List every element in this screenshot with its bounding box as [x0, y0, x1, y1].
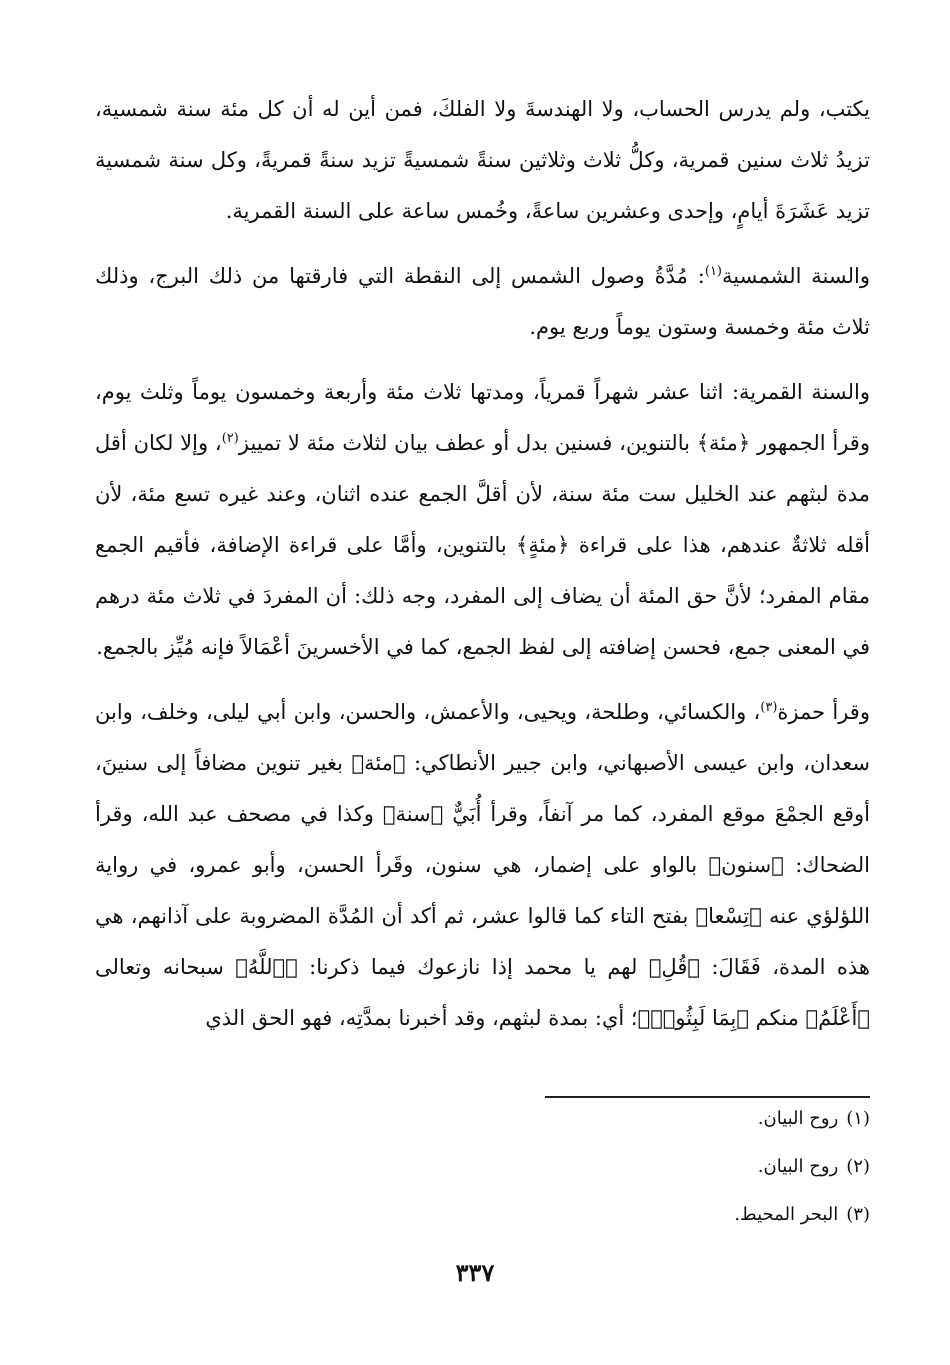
page-number: ٣٣٧: [455, 1258, 495, 1287]
paragraph-2: [95, 251, 870, 353]
paragraph-1: [95, 84, 870, 237]
footnote-ref-1: (١): [704, 264, 722, 279]
paragraph-3-text-b: ، وإلا لكان أقل مدة لبثهم عند الخليل ست مئة سنة، لأن أقلَّ الجمع عنده اثنان، وعند غيره تسع مئة، لأن أقله ثلاثةٌ عندهم، هذا على قراءة ﴿مئةٍ﴾ بالتنوين، وأمَّا على قراءة الإضافة، فأقيم الجمع مقام المفرد؛ لأنَّ حق المئة أن يضاف إلى المفرد، وجه ذلك: أن المفردَ في ثلاث مئة درهم في المعنى جمع، فحسن إضافته إلى لفظ الجمع، كما في الأخسرينَ أعْمَالاً فإنه مُيِّز بالجمع.: [95, 431, 870, 659]
footnote-3-number: (٣): [846, 1204, 870, 1225]
paragraph-2-text-b: : مُدَّةُ وصول الشمس إلى النقطة التي فارقتها من ذلك البرج، وذلك ثلاث مئة وخمسة وستون يوماً وربع يوم.: [95, 264, 870, 339]
footnote-1-number: (١): [846, 1108, 870, 1129]
footnote-2-number: (٢): [846, 1156, 870, 1177]
footnote-2: [370, 1155, 870, 1179]
page-body: [95, 84, 870, 1044]
footnote-ref-2: (٢): [221, 431, 239, 446]
footnote-3: [370, 1203, 870, 1227]
footnotes: [370, 1107, 870, 1251]
footnote-divider: [545, 1096, 870, 1098]
paragraph-4-text-b: ، والكسائي، وطلحة، ويحيى، والأعمش، والحسن، وابن أبي ليلى، وخلف، وابن سعدان، وابن عيسى الأصبهاني، وابن جبير الأنطاكي: ﴿مئة﴾ بغير تنوين مضافاً إلى سنينَ، أوقع الجمْعَ موقع المفرد، كما مر آنفاً، وقرأ أُبَيٌّ ﴿سنة﴾ وكذا في مصحف عبد الله، وقرأ الضحاك: ﴿سنون﴾ بالواو على إضمار، هي سنون، وقَرأ الحسن، وأبو عمرو، في رواية اللؤلؤي عنه ﴿تِسْعا﴾ بفتح التاء كما قالوا عشر، ثم أكد أن المُدَّة المضروبة على آذانهم، هي هذه المدة، فَقَالَ: ﴿قُلِ﴾ لهم يا محمد إذا نازعوك فيما ذكرنا: ﴿ٱللَّهُ﴾ سبحانه وتعالى ﴿أَعْلَمُ﴾ منكم ﴿بِمَا لَبِثُوا۟﴾؛ أي: بمدة لبثهم، وقد أخبرنا بمدَّتِه، فهو الحق الذي: [95, 700, 870, 1030]
paragraph-3: [95, 367, 870, 673]
paragraph-1-text: يكتب، ولم يدرس الحساب، ولا الهندسةَ ولا الفلكَ، فمن أين له أن كل مئة سنة شمسية، تزيدُ ثلاث سنين قمرية، وكلُّ ثلاث وثلاثين سنةً شمسيةً تزيد سنةً قمريةً، وكل سنة شمسية تزيد عَشَرَةَ أيامٍ، وإحدى وعشرين ساعةً، وخُمس ساعة على السنة القمرية.: [95, 97, 870, 223]
footnote-1-text: روح البيان.: [757, 1108, 839, 1129]
footnote-3-text: البحر المحيط.: [734, 1204, 839, 1225]
paragraph-3-text-a: والسنة القمرية: اثنا عشر شهراً قمرياً، ومدتها ثلاث مئة وأربعة وخمسون يوماً وثلث يوم، وقرأ الجمهور ﴿مئة﴾ بالتنوين، فسنين بدل أو عطف بيان لثلاث مئة لا تمييز: [95, 380, 870, 455]
paragraph-2-text-a: والسنة الشمسية: [722, 264, 870, 288]
paragraph-4-text-a: وقرأ حمزة: [777, 700, 870, 724]
footnote-2-text: روح البيان.: [757, 1156, 839, 1177]
footnote-1: [370, 1107, 870, 1131]
footnote-ref-3: (٣): [760, 700, 778, 715]
paragraph-4: [95, 687, 870, 1044]
